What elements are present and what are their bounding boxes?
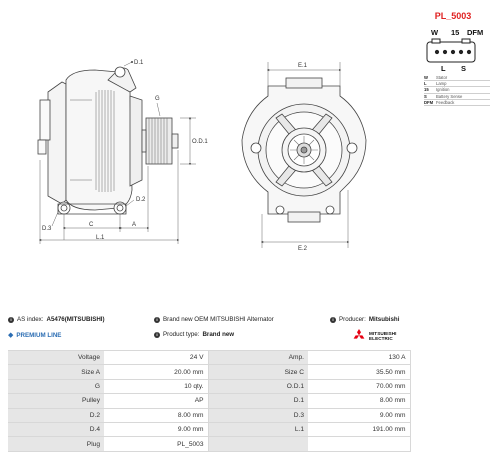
spec-value: 130 A <box>308 351 410 365</box>
description <box>154 316 274 323</box>
spec-value: 8.00 mm <box>308 394 410 408</box>
label-l1: L.1 <box>96 235 105 241</box>
as-index-value[interactable]: A5476(MITSUBISHI) <box>46 316 105 323</box>
gem-icon: ◆ <box>8 332 14 339</box>
table-row <box>8 422 410 436</box>
plug-code: PL_5003 <box>434 11 472 21</box>
label-d2: D.2 <box>136 197 146 203</box>
spec-value: 20.00 mm <box>104 365 208 379</box>
product-type-label: Product type: <box>163 331 200 338</box>
product-type-value: Brand new <box>202 331 235 338</box>
connector-plug-diagram <box>427 39 475 62</box>
legend-desc: Stator <box>436 75 448 81</box>
spec-label: O.D.1 <box>208 379 308 393</box>
spec-label: Size A <box>8 365 104 379</box>
spec-label: D.3 <box>208 408 308 422</box>
producer <box>330 316 399 323</box>
pin-label-l: L <box>441 64 446 73</box>
table-row <box>8 365 410 379</box>
pin-label-s: S <box>461 64 467 73</box>
label-d3: D.3 <box>42 226 52 232</box>
spec-label: Amp. <box>208 351 308 365</box>
label-d1: D.1 <box>134 60 144 66</box>
legend-key: DFM <box>424 99 434 105</box>
legend-key: W <box>424 75 428 81</box>
product-type <box>154 331 234 338</box>
table-row <box>8 437 410 451</box>
legend-key: L <box>424 81 427 87</box>
spec-value: 191.00 mm <box>308 422 410 436</box>
label-e1: E.1 <box>298 63 308 69</box>
info-icon: i <box>154 332 160 338</box>
spec-label: Pulley <box>8 394 104 408</box>
as-index-label: AS index: <box>17 316 44 323</box>
mitsubishi-electric-logo <box>352 329 397 342</box>
spec-value: 10 qty. <box>104 379 208 393</box>
legend-key: 15 <box>424 87 429 93</box>
spec-label: Voltage <box>8 351 104 365</box>
spec-label: D.4 <box>8 422 104 436</box>
spec-value: 9.00 mm <box>308 408 410 422</box>
spec-label: G <box>8 379 104 393</box>
legend-desc: Feedback <box>436 99 455 105</box>
spec-value <box>308 437 410 451</box>
spec-value: 24 V <box>104 351 208 365</box>
producer-label: Producer: <box>339 316 366 323</box>
table-row <box>8 394 410 408</box>
spec-value: 70.00 mm <box>308 379 410 393</box>
premium-line <box>8 331 61 339</box>
spec-label: D.1 <box>208 394 308 408</box>
pin-legend <box>424 75 490 106</box>
info-icon: i <box>154 317 160 323</box>
label-g: G <box>155 96 160 102</box>
as-index <box>8 316 105 323</box>
spec-value: AP <box>104 394 208 408</box>
label-c: C <box>89 222 94 228</box>
legend-desc: Ignition <box>436 87 450 93</box>
spec-value: 9.00 mm <box>104 422 208 436</box>
producer-value: Mitsubishi <box>368 316 400 323</box>
label-od1: O.D.1 <box>192 139 208 145</box>
legend-desc: Lamp <box>436 81 447 87</box>
table-row <box>8 351 410 365</box>
label-a: A <box>132 222 137 228</box>
spec-label: Plug <box>8 437 104 451</box>
spec-label: L.1 <box>208 422 308 436</box>
logo-line-1: MITSUBISHI <box>369 330 397 336</box>
spec-value: 8.00 mm <box>104 408 208 422</box>
table-row <box>8 408 410 422</box>
legend-key: S <box>424 93 427 99</box>
premium-line-label: PREMIUM LINE <box>16 331 62 339</box>
spec-value: 35.50 mm <box>308 365 410 379</box>
legend-row <box>424 100 490 106</box>
spec-table <box>8 350 411 452</box>
legend-desc: Battery Sense <box>436 93 463 99</box>
table-row <box>8 379 410 393</box>
info-icon: i <box>330 317 336 323</box>
description-text: Brand new OEM MITSUBISHI Alternator <box>163 316 274 323</box>
pin-label-w: W <box>431 28 439 37</box>
front-view <box>242 78 366 222</box>
spec-label <box>208 437 308 451</box>
label-e2: E.2 <box>298 246 308 252</box>
three-diamonds-icon <box>352 329 366 342</box>
pin-label-dfm: DFM <box>467 28 484 37</box>
pin-label-15: 15 <box>451 28 460 37</box>
spec-label: Size C <box>208 365 308 379</box>
side-view <box>38 67 178 214</box>
spec-label: D.2 <box>8 408 104 422</box>
logo-line-2: ELECTRIC <box>369 335 393 341</box>
info-icon: i <box>8 317 14 323</box>
spec-value: PL_5003 <box>104 437 208 451</box>
